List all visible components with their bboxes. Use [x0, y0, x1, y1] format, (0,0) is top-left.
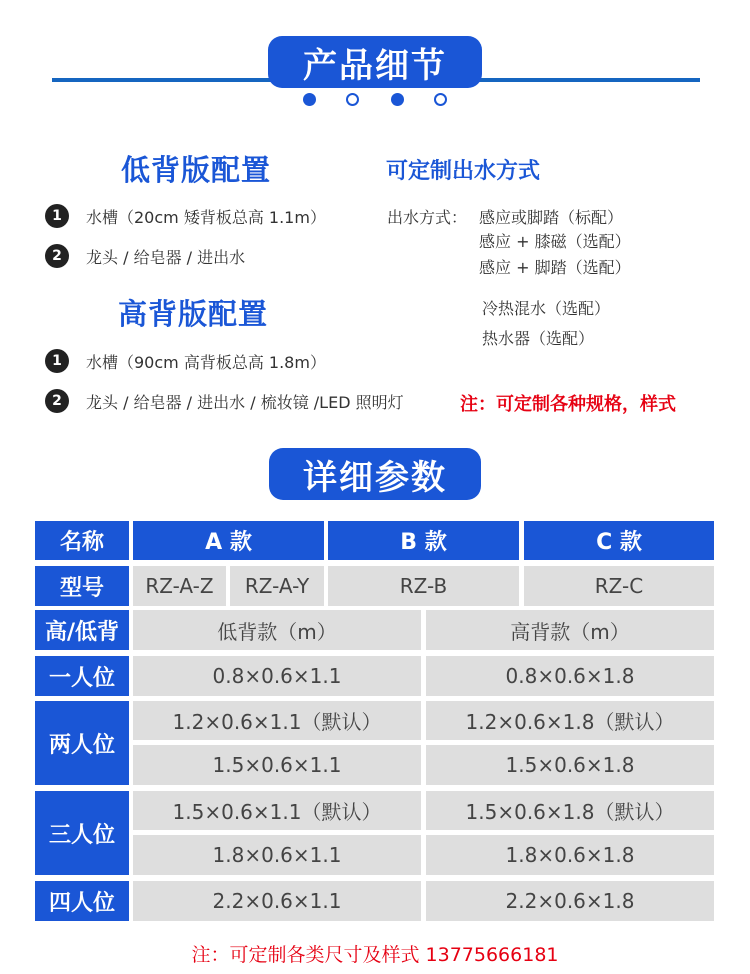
- row-label-one: 一人位: [35, 656, 129, 696]
- model-b: RZ-B: [328, 566, 519, 606]
- carousel-dot-4[interactable]: [434, 93, 447, 106]
- type-low: 低背款（m）: [133, 610, 421, 650]
- low-back-item-1: 水槽（20cm 矮背板总高 1.1m）: [86, 208, 326, 227]
- two-low-2: 1.5×0.6×1.1: [133, 745, 421, 785]
- water-option-2: 感应 + 膝磁（选配）: [479, 232, 631, 251]
- three-high-2: 1.8×0.6×1.8: [426, 835, 714, 875]
- model-a-y: RZ-A-Y: [230, 566, 324, 606]
- low-back-item-2-badge: 2: [45, 244, 69, 268]
- water-extra-2: 热水器（选配）: [482, 329, 595, 348]
- high-back-item-1-badge: 1: [45, 349, 69, 373]
- two-high-2: 1.5×0.6×1.8: [426, 745, 714, 785]
- low-back-item-1-badge: 1: [45, 204, 69, 228]
- four-low: 2.2×0.6×1.1: [133, 881, 421, 921]
- water-option-3: 感应 + 脚踏（选配）: [479, 258, 631, 277]
- params-title: 详细参数: [269, 448, 481, 500]
- row-label-three: 三人位: [35, 791, 129, 875]
- model-a-z: RZ-A-Z: [133, 566, 226, 606]
- one-high: 0.8×0.6×1.8: [426, 656, 714, 696]
- col-header-c: C 款: [524, 521, 714, 560]
- high-back-item-1: 水槽（90cm 高背板总高 1.8m）: [86, 353, 326, 372]
- low-back-title: 低背版配置: [121, 153, 272, 187]
- carousel-dot-2[interactable]: [346, 93, 359, 106]
- carousel-dot-3[interactable]: [391, 93, 404, 106]
- row-label-two: 两人位: [35, 701, 129, 785]
- two-high-1: 1.2×0.6×1.8（默认）: [426, 701, 714, 740]
- row-label-back-type: 高/低背: [35, 610, 129, 650]
- high-back-item-2: 龙头 / 给皂器 / 进出水 / 梳妆镜 /LED 照明灯: [86, 393, 404, 412]
- custom-spec-note: 注：可定制各种规格，样式: [460, 394, 676, 415]
- carousel-dot-1[interactable]: [303, 93, 316, 106]
- low-back-item-2: 龙头 / 给皂器 / 进出水: [86, 248, 246, 267]
- four-high: 2.2×0.6×1.8: [426, 881, 714, 921]
- col-header-b: B 款: [328, 521, 519, 560]
- contact-note: 注：可定制各类尺寸及样式 13775666181: [191, 944, 559, 966]
- two-low-1: 1.2×0.6×1.1（默认）: [133, 701, 421, 740]
- col-header-a: A 款: [133, 521, 324, 560]
- product-detail-title: 产品细节: [268, 36, 482, 88]
- one-low: 0.8×0.6×1.1: [133, 656, 421, 696]
- type-high: 高背款（m）: [426, 610, 714, 650]
- three-low-2: 1.8×0.6×1.1: [133, 835, 421, 875]
- model-c: RZ-C: [524, 566, 714, 606]
- row-label-four: 四人位: [35, 881, 129, 921]
- water-output-label: 出水方式：: [387, 208, 468, 227]
- three-high-1: 1.5×0.6×1.8（默认）: [426, 791, 714, 830]
- high-back-item-2-badge: 2: [45, 389, 69, 413]
- water-custom-title: 可定制出水方式: [386, 159, 541, 184]
- three-low-1: 1.5×0.6×1.1（默认）: [133, 791, 421, 830]
- col-header-name: 名称: [35, 521, 129, 560]
- water-extra-1: 冷热混水（选配）: [482, 299, 611, 318]
- row-label-model: 型号: [35, 566, 129, 606]
- high-back-title: 高背版配置: [118, 297, 269, 331]
- water-option-1: 感应或脚踏（标配）: [479, 208, 624, 227]
